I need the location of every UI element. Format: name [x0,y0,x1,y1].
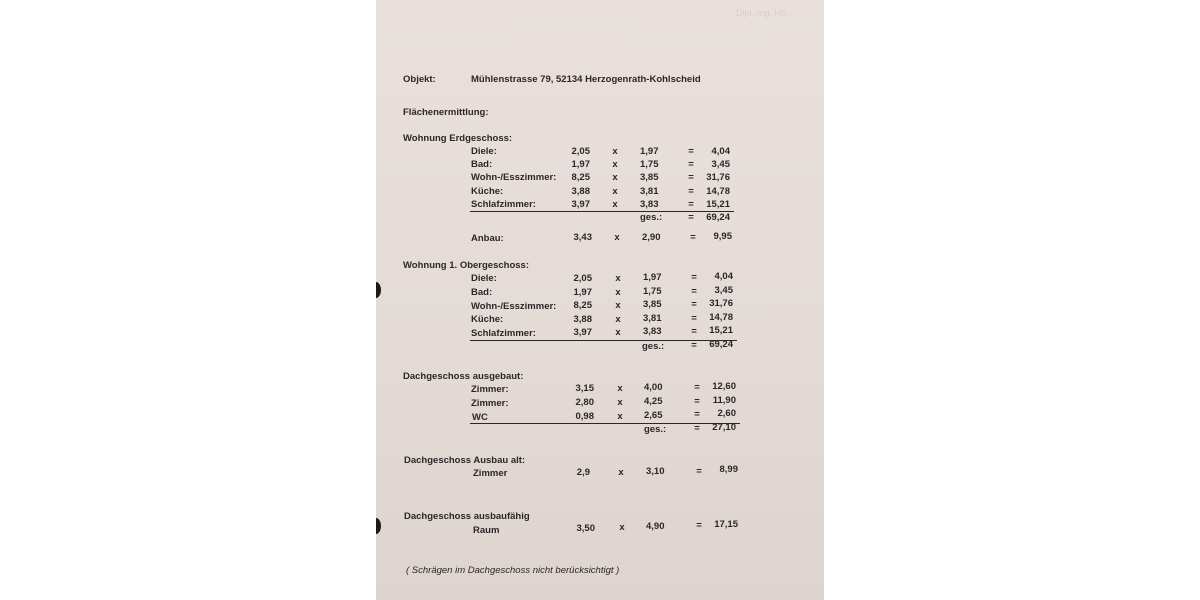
footnote: ( Schrägen im Dachgeschoss nicht berücksichtigt ) [406,565,620,576]
document-page: Dipl.-Ing. Hö... Objekt: Mühlenstrasse 79, 52134 Herzogenrath-Kohlscheid Flächenermittlung: Wohnung Erdgeschoss: Diele: 2,05 x 1,97 = 4,04 Bad: 1,97 x 1,75 = 3,45 Wohn-/Esszimmer: 8,25 x 3,85 = 31,76 Küche: 3,88 x 3,81 = 14,78 Schlafzimmer: 3,97 x 3,83 = 15,21 ges.: = 69,24 Anbau: 3,43 x 2,90 = 9,95 Wohnung 1. Obergeschoss: Diele: 2,05 x 1,97 = 4,04 Bad: 1,97 x 1,75 = 3,45 Wohn-/Esszimmer: 8,25 x 3,85 = 31,76 Küche: 3,88 x 3,81 = 14,78 Schlafzimmer: 3,97 x 3,83 = 15,21 ges.: = 69,24 Dachgeschoss ausgebaut: Zimmer: 3,15 x 4,00 = 12,60 Zimmer: 2,80 x 4,25 = 11,90 WC 0,98 x 2,65 = 2,60 ges.: = 27,10 Dachgeschoss Ausbau alt: Zimmer 2,9 x 3,10 = 8,99 Dachgeschoss ausbaufähig Raum 3,50 x 4,90 = 17,15 ( Schrägen im Dachgeschoss nicht berücksichtigt ) [376,0,824,600]
section-title: Wohnung 1. Obergeschoss: [403,260,529,271]
section-title: Dachgeschoss ausbaufähig [404,511,530,522]
objekt-address: Mühlenstrasse 79, 52134 Herzogenrath-Kohlscheid [471,74,701,85]
section-title: Dachgeschoss Ausbau alt: [404,455,526,466]
section-heading: Flächenermittlung: [403,107,489,118]
letterhead-watermark: Dipl.-Ing. Hö... [736,8,794,18]
section-title: Wohnung Erdgeschoss: [403,133,513,144]
objekt-label: Objekt: [403,74,436,85]
section-title: Dachgeschoss ausgebaut: [403,371,524,382]
punch-hole [376,282,381,298]
punch-hole [376,518,381,534]
